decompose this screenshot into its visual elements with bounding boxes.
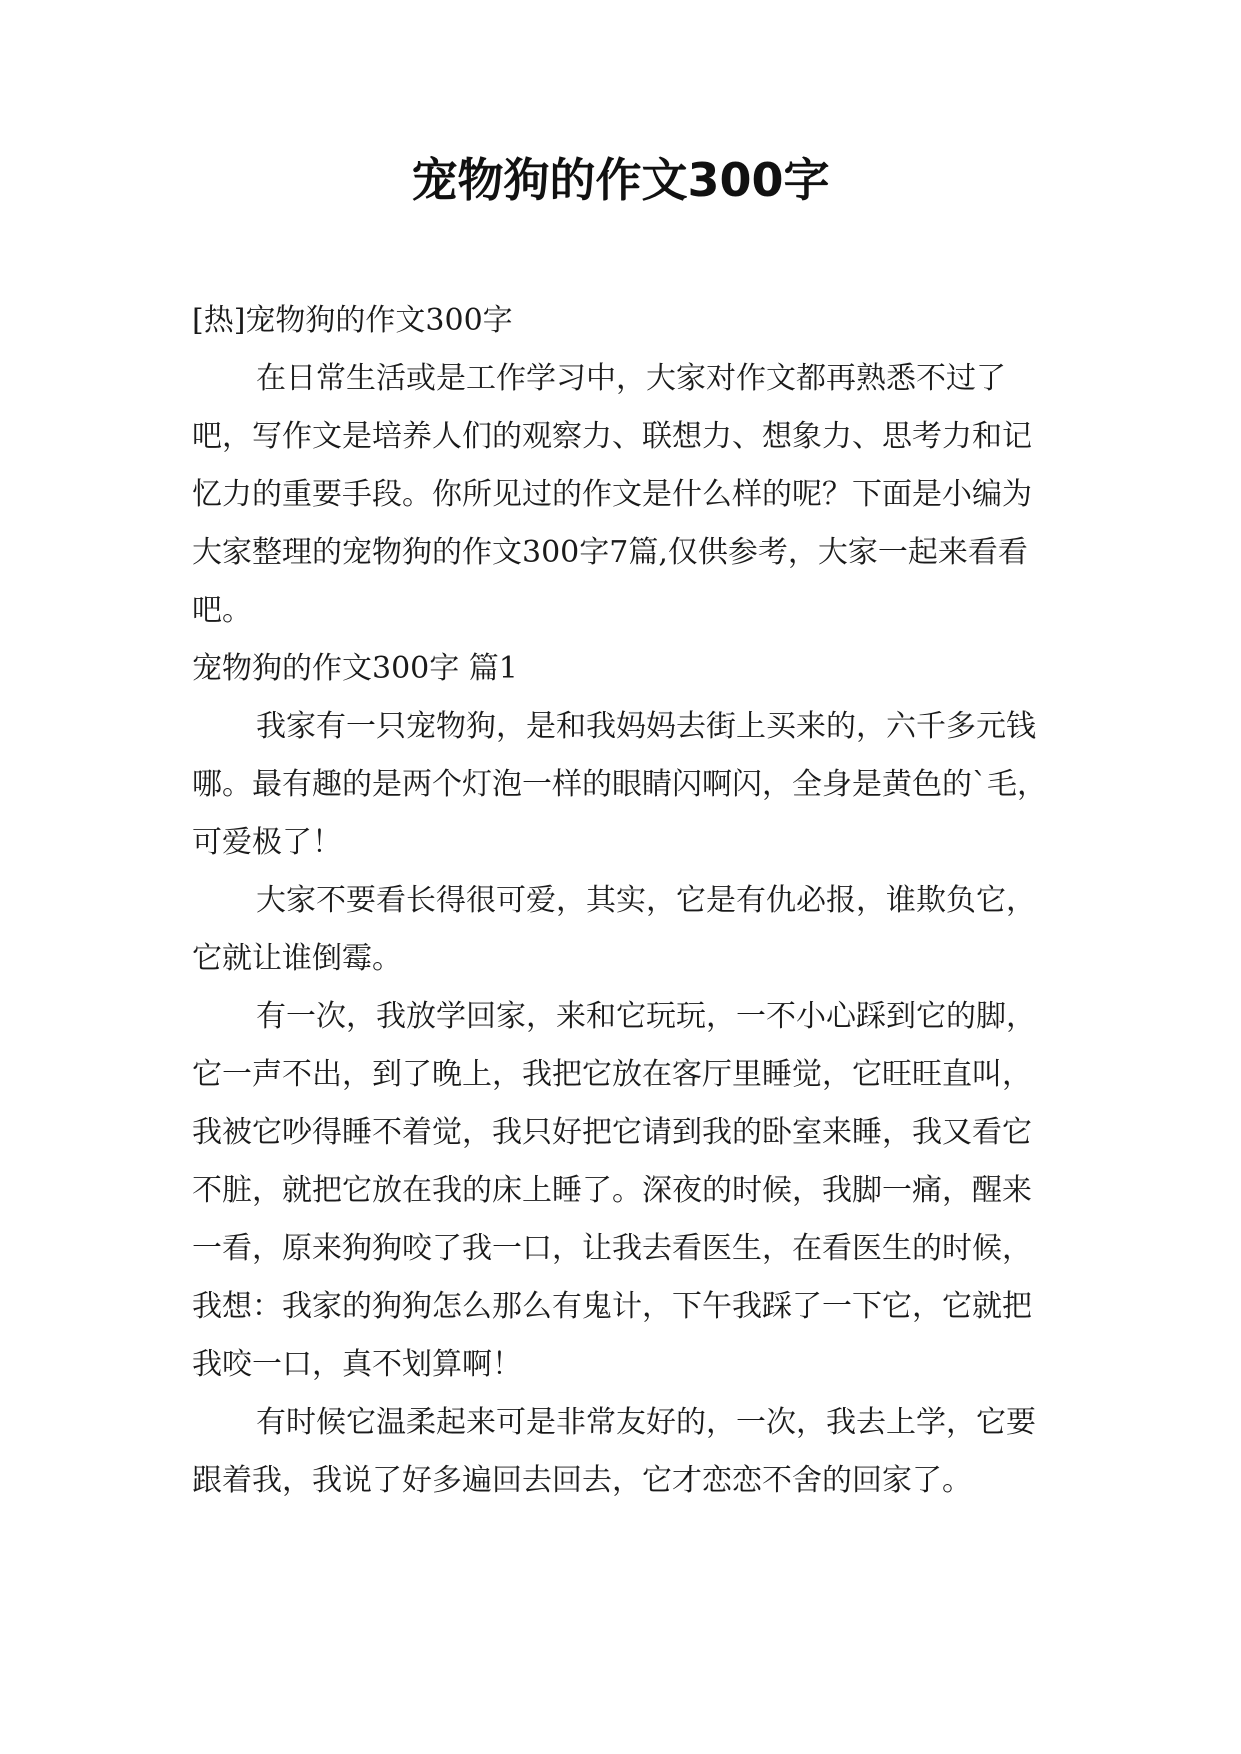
body-paragraph: 有时候它温柔起来可是非常友好的，一次，我去上学，它要跟着我，我说了好多遍回去回去，它才恋恋不舍的回家了。 [192,1405,1036,1498]
body-paragraph: 大家不要看长得很可爱，其实，它是有仇必报，谁欺负它，它就让谁倒霉。 [192,883,1036,976]
intro-paragraph: 在日常生活或是工作学习中，大家对作文都再熟悉不过了吧，写作文是培养人们的观察力、联想力、想象力、思考力和记忆力的重要手段。你所见过的作文是什么样的呢？下面是小编为大家整理的宠物狗的作文300字7篇,仅供参考，大家一起来看看吧。 [192,361,1032,628]
body-paragraph: 有一次，我放学回家，来和它玩玩，一不小心踩到它的脚，它一声不出，到了晚上，我把它放在客厅里睡觉，它旺旺直叫，我被它吵得睡不着觉，我只好把它请到我的卧室来睡，我又看它不脏，就把它放在我的床上睡了。深夜的时候，我脚一痛，醒来一看，原来狗狗咬了我一口，让我去看医生，在看医生的时候，我想：我家的狗狗怎么那么有鬼计，下午我踩了一下它，它就把我咬一口，真不划算啊！ [192,999,1036,1382]
document-subtitle: [热]宠物狗的作文300字 [192,303,513,338]
document-body [192,292,1052,1510]
body-paragraph: 我家有一只宠物狗，是和我妈妈去街上买来的，六千多元钱哪。最有趣的是两个灯泡一样的眼睛闪啊闪，全身是黄色的`毛，可爱极了！ [192,709,1047,860]
section-heading: 宠物狗的作文300字 篇1 [192,651,518,686]
document-title: 宠物狗的作文300字 [411,153,830,207]
